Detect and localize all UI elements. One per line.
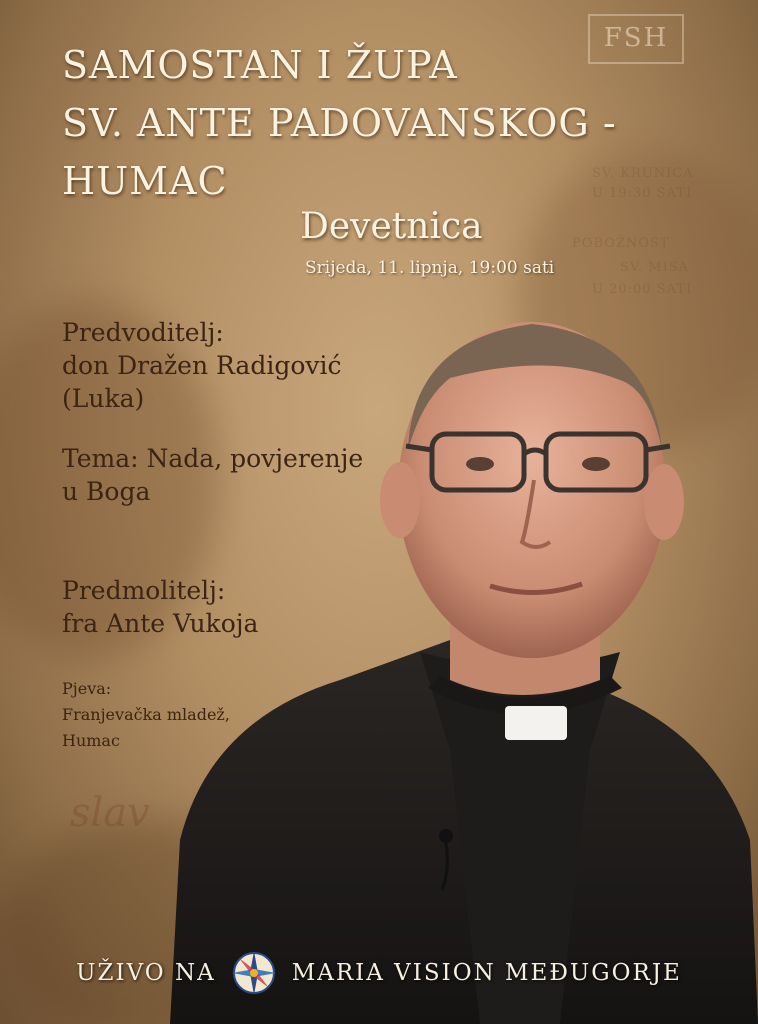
background-text: slav bbox=[70, 790, 150, 836]
theme-section bbox=[62, 442, 363, 508]
theme-line: u Boga bbox=[62, 477, 151, 506]
leader-label: Predvoditelj: bbox=[62, 318, 224, 347]
leader-parish: (Luka) bbox=[62, 384, 145, 413]
background-text: U 20:00 SATI bbox=[592, 282, 693, 297]
title-line: HUMAC bbox=[62, 159, 228, 203]
fsh-logo: FSH bbox=[588, 14, 684, 64]
footer-bar bbox=[0, 938, 758, 1008]
leader-name: don Dražen Radigović bbox=[62, 351, 342, 380]
compass-logo-icon bbox=[230, 949, 278, 997]
title-line: SAMOSTAN I ŽUPA bbox=[62, 43, 458, 87]
leader-section bbox=[62, 316, 342, 415]
theme-line: Tema: Nada, povjerenje bbox=[62, 444, 364, 473]
singing-line: Franjevačka mladež, bbox=[62, 705, 230, 724]
poster-title bbox=[62, 36, 722, 210]
singing-line: Humac bbox=[62, 731, 120, 750]
footer-channel-label: MARIA VISION MEĐUGORJE bbox=[291, 960, 682, 986]
event-subtitle: Devetnica bbox=[300, 206, 483, 247]
background-text: SV. MISA bbox=[620, 260, 690, 275]
background-text: SV. KRUNICA bbox=[592, 166, 694, 181]
event-date: Srijeda, 11. lipnja, 19:00 sati bbox=[305, 258, 555, 278]
prayer-name: fra Ante Vukoja bbox=[62, 609, 259, 638]
background-text: POBOŽNOST bbox=[572, 236, 670, 251]
title-line: SV. ANTE PADOVANSKOG - bbox=[62, 101, 617, 145]
footer-live-label: UŽIVO NA bbox=[76, 960, 216, 986]
singing-label: Pjeva: bbox=[62, 679, 112, 698]
background-text: U 19:30 SATI bbox=[592, 186, 693, 201]
prayer-section bbox=[62, 574, 258, 640]
singing-section bbox=[62, 676, 230, 754]
prayer-label: Predmolitelj: bbox=[62, 576, 226, 605]
